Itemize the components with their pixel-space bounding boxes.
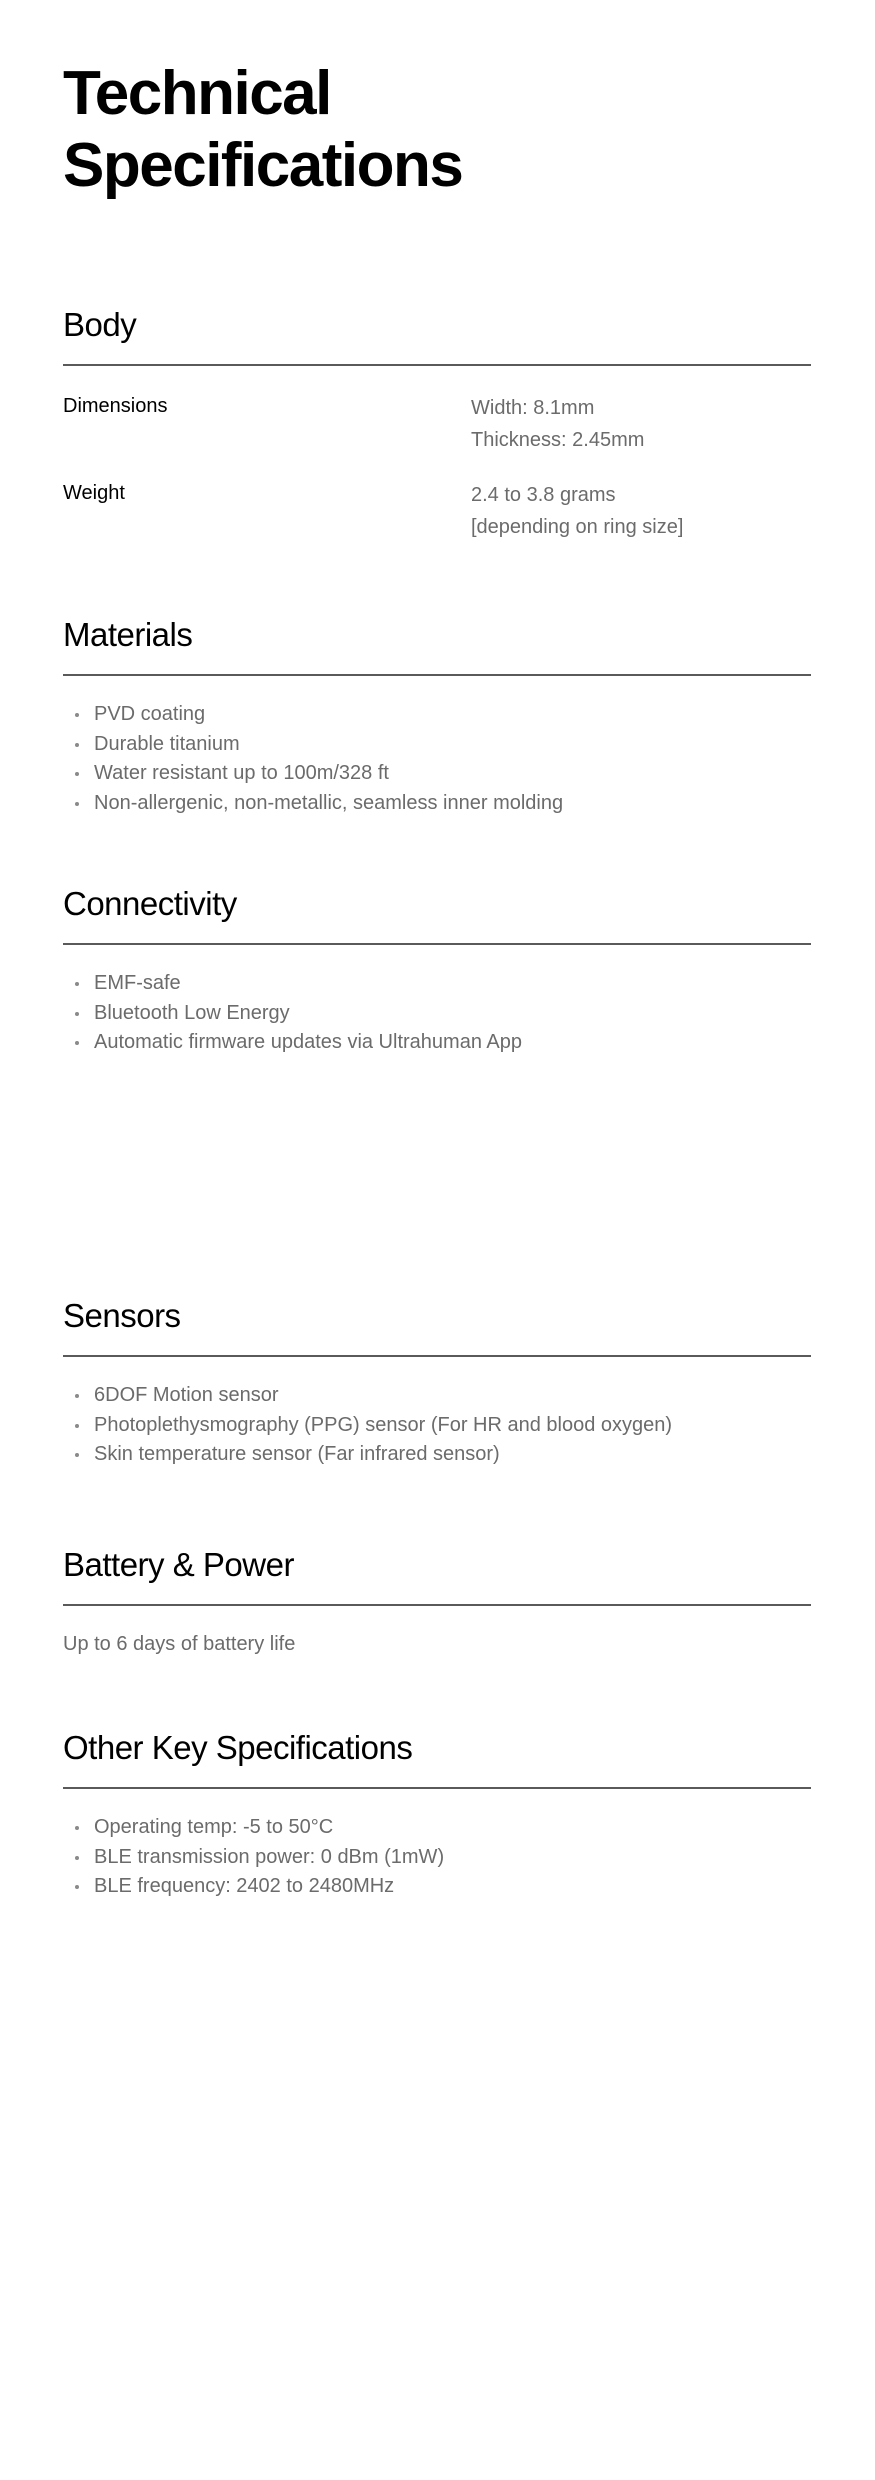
list-item: Operating temp: -5 to 50°C — [63, 1813, 811, 1843]
spec-label: Dimensions — [63, 395, 168, 417]
spec-value — [471, 479, 683, 543]
other-list — [63, 1813, 811, 1902]
section-connectivity — [63, 884, 811, 1058]
spec-value-line: 2.4 to 3.8 grams — [471, 484, 616, 506]
materials-list — [63, 700, 811, 818]
section-title-other: Other Key Specifications — [63, 1728, 811, 1789]
section-title-battery: Battery & Power — [63, 1545, 811, 1606]
spec-value-line: [depending on ring size] — [471, 516, 684, 538]
spec-value-line: Width: 8.1mm — [471, 397, 595, 419]
list-item: Water resistant up to 100m/328 ft — [63, 759, 811, 789]
section-other — [63, 1728, 811, 1902]
list-item: BLE transmission power: 0 dBm (1mW) — [63, 1843, 811, 1873]
section-body — [63, 305, 811, 539]
section-title-materials: Materials — [63, 615, 811, 676]
list-item: Skin temperature sensor (Far infrared sensor) — [63, 1440, 811, 1470]
section-sensors — [63, 1296, 811, 1470]
section-title-sensors: Sensors — [63, 1296, 811, 1357]
spec-row-weight — [63, 479, 811, 539]
connectivity-list — [63, 969, 811, 1058]
spec-value — [471, 392, 644, 456]
section-materials — [63, 615, 811, 818]
list-item: EMF-safe — [63, 969, 811, 999]
list-item: Durable titanium — [63, 730, 811, 760]
section-title-body: Body — [63, 305, 811, 366]
list-item: 6DOF Motion sensor — [63, 1381, 811, 1411]
spec-label: Weight — [63, 482, 125, 504]
page-title: Technical Specifications — [63, 59, 463, 200]
section-title-connectivity: Connectivity — [63, 884, 811, 945]
spec-value-line: Thickness: 2.45mm — [471, 429, 645, 451]
list-item: Photoplethysmography (PPG) sensor (For HR and blood oxygen) — [63, 1411, 811, 1441]
list-item: Non-allergenic, non-metallic, seamless inner molding — [63, 789, 811, 819]
battery-life-text: Up to 6 days of battery life — [63, 1633, 296, 1655]
list-item: Bluetooth Low Energy — [63, 999, 811, 1029]
list-item: Automatic firmware updates via Ultrahuman App — [63, 1028, 811, 1058]
list-item: BLE frequency: 2402 to 2480MHz — [63, 1872, 811, 1902]
sensors-list — [63, 1381, 811, 1470]
list-item: PVD coating — [63, 700, 811, 730]
spec-row-dimensions — [63, 392, 811, 452]
section-battery — [63, 1545, 811, 1659]
